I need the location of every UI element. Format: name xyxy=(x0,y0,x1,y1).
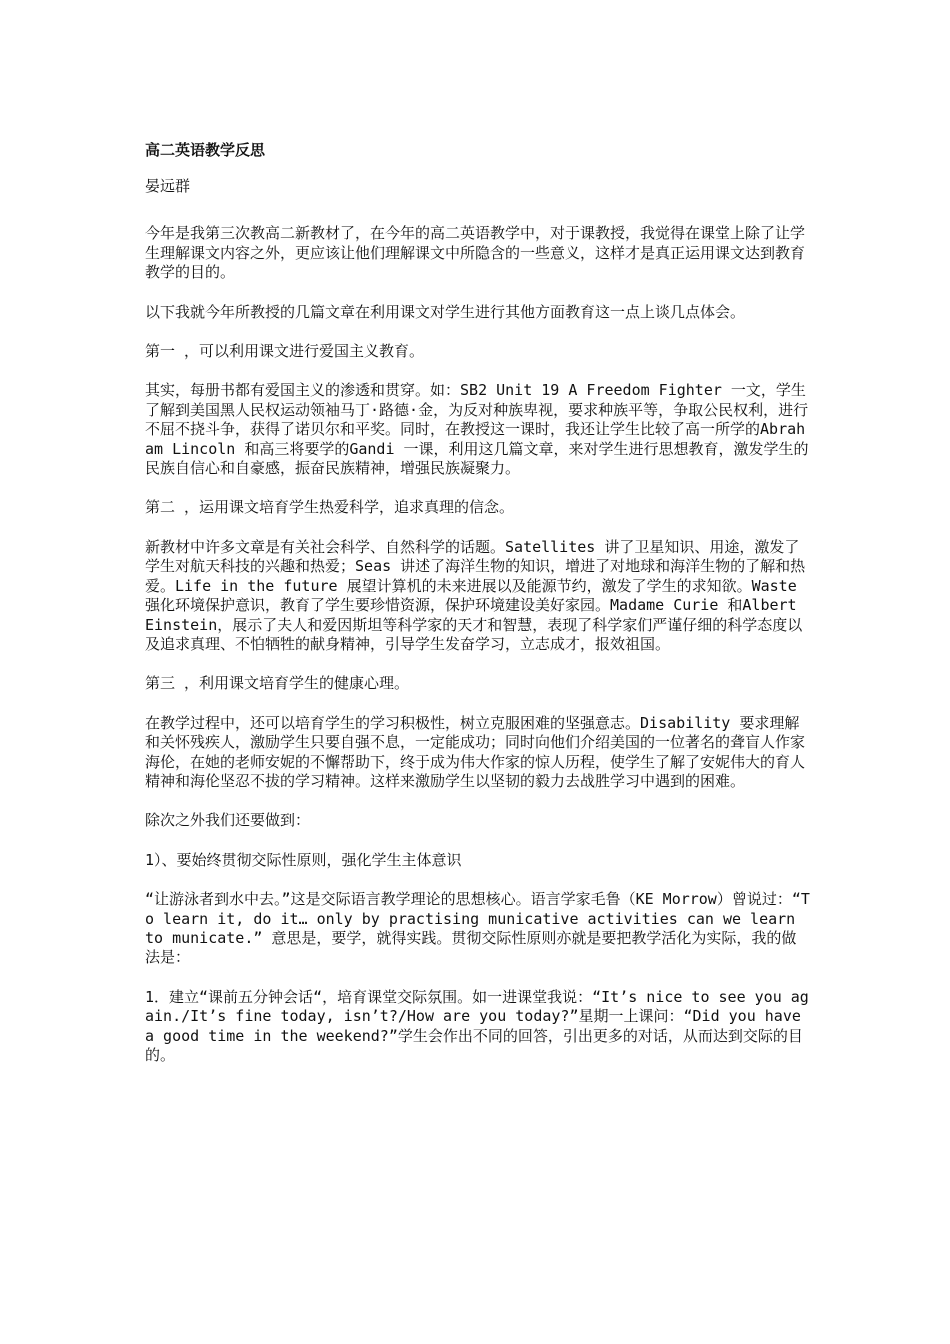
document-title: 高二英语教学反思 xyxy=(145,141,266,159)
paragraph-five-minute-talk: 1．建立“课前五分钟会话“，培育课堂交际氛围。如一进课堂我说：“It’s nice to see you again./It’s fine today, isn’t?/How are you today?”星期一上课问：“Did you have a good time in the weekend?”学生会作出不同的回答，引出更多的对话，从而达到交际的目的。 xyxy=(145,987,809,1064)
section-heading-third: 第三 ，利用课文培育学生的健康心理。 xyxy=(145,674,410,693)
section-heading-second: 第二 ，运用课文培育学生热爱科学，追求真理的信念。 xyxy=(145,498,515,517)
paragraph-psychology: 在教学过程中，还可以培育学生的学习积极性，树立克服困难的坚强意志。Disability 要求理解和关怀残疾人，激励学生只要自强不息，一定能成功；同时向他们介绍美国的一位著名的聋盲人作家海伦，在她的老师安妮的不懈帮助下，终于成为伟大作家的惊人历程，使学生了解了安妮伟大的育人精神和海伦坚忍不拔的学习精神。这样来激励学生以坚韧的毅力去战胜学习中遇到的困难。 xyxy=(145,713,806,790)
paragraph-science: 新教材中许多文章是有关社会科学、自然科学的话题。Satellites 讲了卫星知识、用途，激发了学生对航天科技的兴趣和热爱；Seas 讲述了海洋生物的知识，增进了对地球和海洋生物的了解和热爱。Life in the future 展望计算机的未来进展以及能源节约，激发了学生的求知欲。Waste 强化环境保护意识，教育了学生要珍惜资源，保护环境建设美好家园。Madame Curie 和Albert Einstein，展示了夫人和爱因斯坦等科学家的天才和智慧，表现了科学家们严谨仔细的科学态度以及追求真理、不怕牺牲的献身精神，引导学生发奋学习，立志成才，报效祖国。 xyxy=(145,537,806,653)
list-heading-communicative: 1）、要始终贯彻交际性原则，强化学生主体意识 xyxy=(145,850,462,869)
paragraph-intro: 今年是我第三次教高二新教材了，在今年的高二英语教学中，对于课教授，我觉得在课堂上除了让学生理解课文内容之外，更应该让他们理解课文中所隐含的一些意义，这样才是真正运用课文达到教育教学的目的。 xyxy=(145,224,806,282)
document-author: 晏远群 xyxy=(145,177,191,195)
paragraph-overview: 以下我就今年所教授的几篇文章在利用课文对学生进行其他方面教育这一点上谈几点体会。 xyxy=(145,302,746,321)
paragraph-patriotism: 其实，每册书都有爱国主义的渗透和贯穿。如：SB2 Unit 19 A Freedom Fighter 一文，学生了解到美国黑人民权运动领袖马丁·路德·金，为反对种族卑视，要求种族平等，争取公民权利，进行不屈不挠斗争，获得了诺贝尔和平奖。同时，在教授这一课时，我还让学生比较了高一所学的Abraham Lincoln 和高三将要学的Gandi 一课，利用这几篇文章，来对学生进行思想教育，激发学生的民族自信心和自豪感，振奋民族精神，增强民族凝聚力。 xyxy=(145,381,809,478)
section-heading-first: 第一 ，可以利用课文进行爱国主义教育。 xyxy=(145,342,425,361)
paragraph-besides: 除次之外我们还要做到： xyxy=(145,811,311,830)
paragraph-communicative: “让游泳者到水中去。”这是交际语言教学理论的思想核心。语言学家毛鲁（KE Morrow）曾说过：“To learn it, do it… only by practising municative activities can we learn to municate.” 意思是，要学，就得实践。贯彻交际性原则亦就是要把教学活化为实际，我的做法是： xyxy=(145,890,810,967)
document-page xyxy=(145,140,810,1085)
